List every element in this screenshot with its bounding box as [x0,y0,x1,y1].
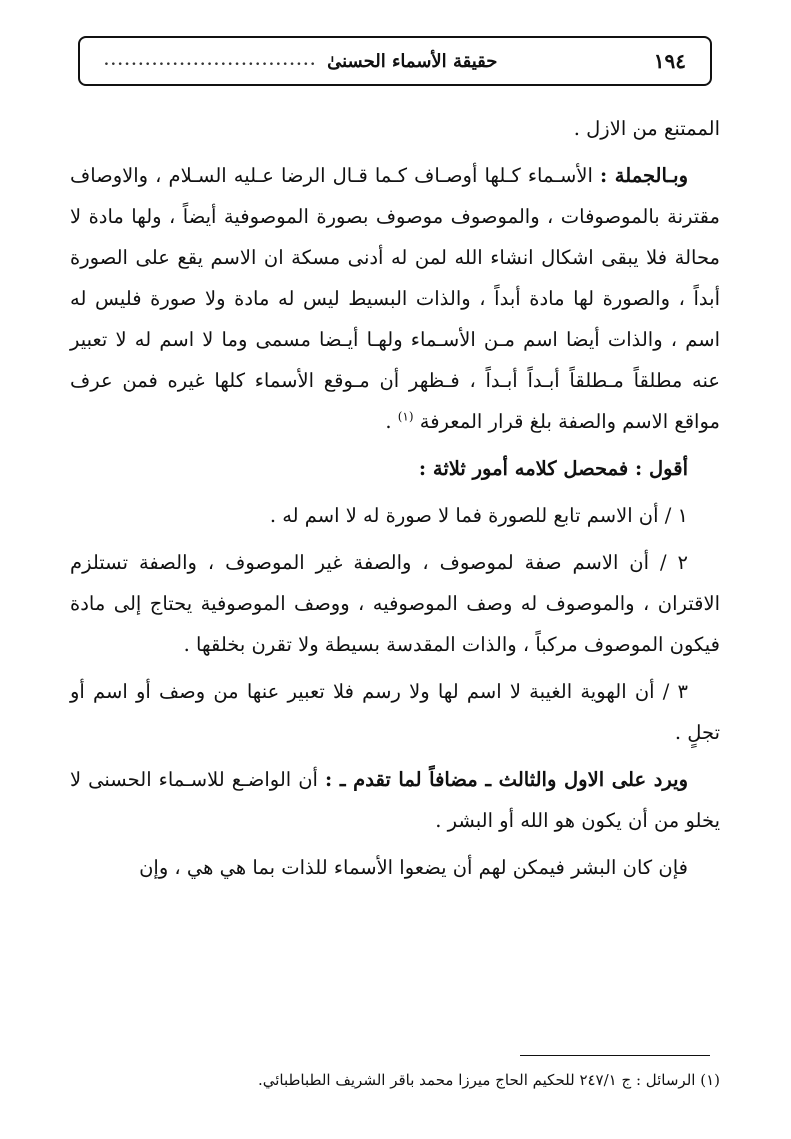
leader-dots: ............................... [104,53,318,69]
paragraph-tail: . [385,410,398,433]
paragraph-text: فإن كان البشر فيمكن لهم أن يضعوا الأسماء للذات بما هي هي ، وإن [139,856,688,879]
paragraph-1 [70,108,720,149]
paragraph-lead: أقول : فمحصل كلامه أمور ثلاثة : [418,457,688,480]
paragraph-lead: وبـالجملة : [599,164,689,187]
page-header [78,36,712,86]
paragraph-text: الأسـماء كـلها أوصـاف كـما قـال الرضا عـليه السـلام ، والاوصاف مقترنة بالموصوفات ، والموصوف موصوف بصورة الموصوفية أيضاً ، ولها مادة لا محالة فلا يبقى اشكال انشاء الله لمن له أدنى مسكة ان الاسم يقع على الصورة أبداً ، والصورة لها مادة أبداً ، والذات البسيط ليس له مادة ولا صورة فليس له اسم ، والذات أيضا اسم مـن الأسـماء ولهـا أيـضا مسمى وما لا اسم له لا تعبير عنه مطلقاً مـطلقاً أبـداً أبـداً ، فـظهر أن مـوقع الأسماء كلها غيره فمن عرف مواقع الاسم والصفة بلغ قرار المعرفة [70,164,720,433]
paragraph-text: أن الواضـع للاسـماء الحسنى لا يخلو من أن يكون هو الله أو البشر . [70,768,720,832]
paragraph-text: ١ / أن الاسم تابع للصورة فما لا صورة له لا اسم له . [269,504,688,527]
paragraph-7 [70,759,720,841]
paragraph-8 [70,847,720,888]
paragraph-text: ٣ / أن الهوية الغيبة لا اسم لها ولا رسم فلا تعبير عنها من وصف أو اسم أو تجلٍ . [70,680,720,744]
paragraph-5 [70,542,720,665]
footnote: (١) الرسائل : ج ٢٤٧/١ للحكيم الحاج ميرزا محمد باقر الشريف الطباطبائي. [257,1071,720,1089]
paragraph-6 [70,671,720,753]
running-title-wrap [104,51,497,72]
footnote-marker: (١) [397,409,414,424]
paragraph-2 [70,155,720,442]
paragraph-lead: ويرد على الاول والثالث ـ مضافاً لما تقدم ـ : [325,768,688,791]
footnote-divider [520,1055,710,1056]
page-body [70,108,720,894]
paragraph-text: ٢ / أن الاسم صفة لموصوف ، والصفة غير الموصوف ، والصفة تستلزم الاقتران ، والموصوف له وصف الموصوفيه ، ووصف الموصوفية يحتاج إلى مادة فيكون الموصوف مركباً ، والذات المقدسة بسيطة ولا تقرن بخلقها . [70,551,720,656]
page-number: ١٩٤ [653,49,686,73]
paragraph-text: الممتنع من الازل . [573,117,720,140]
paragraph-4 [70,495,720,536]
running-title: حقيقة الأسماء الحسنىٰ [327,50,498,72]
paragraph-3 [70,448,720,489]
